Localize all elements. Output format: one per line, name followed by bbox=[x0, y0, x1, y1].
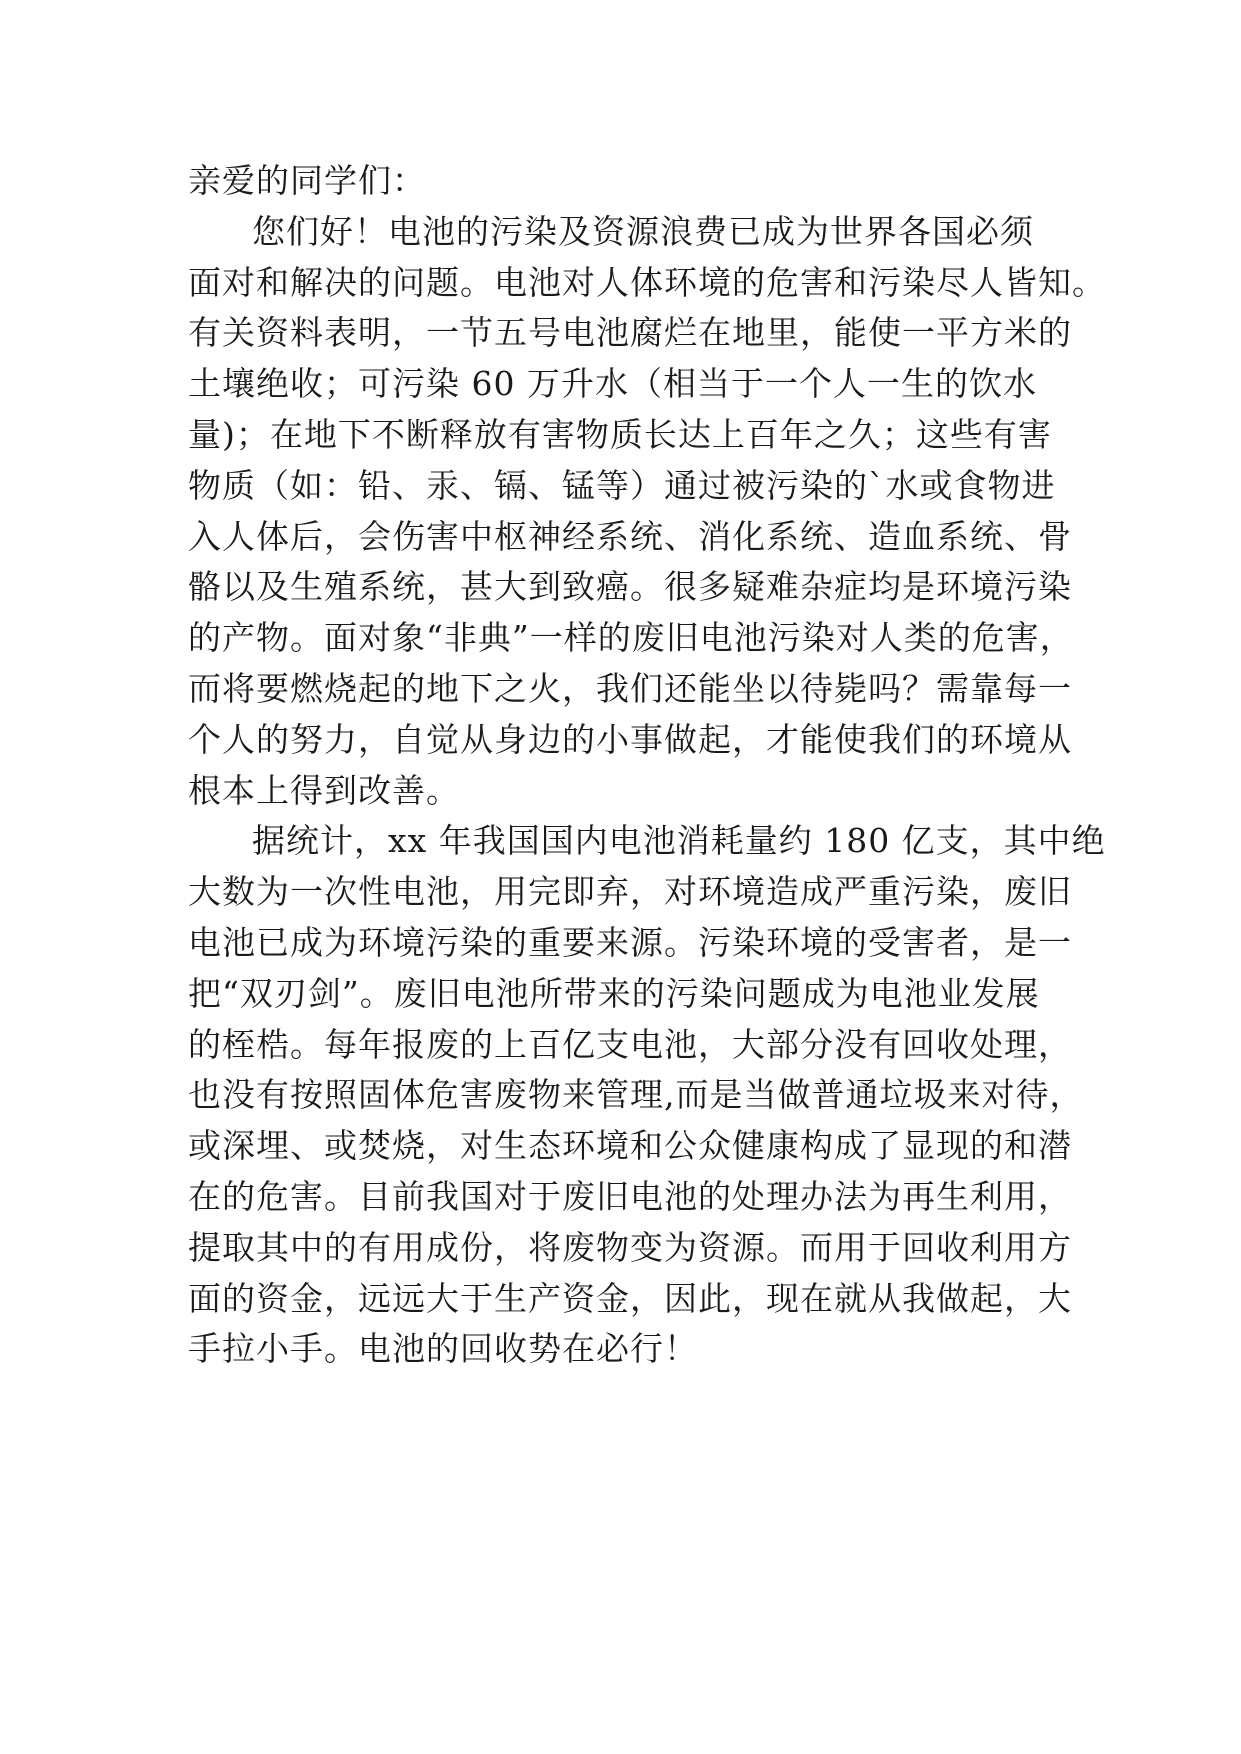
paragraph-1 bbox=[188, 207, 1106, 817]
paragraph-line: 的产物。面对象“非典”一样的废旧电池污染对人类的危害， bbox=[188, 618, 1074, 658]
paragraph-line: 个人的努力，自觉从身边的小事做起，才能使我们的环境从 bbox=[188, 719, 1072, 759]
paragraph-line: 面的资金，远远大于生产资金，因此，现在就从我做起，大 bbox=[188, 1278, 1072, 1318]
paragraph-line: 物质（如：铅、汞、镉、锰等）通过被污染的`水或食物进 bbox=[188, 465, 1056, 505]
paragraph-line: 电池已成为环境污染的重要来源。污染环境的受害者，是一 bbox=[188, 922, 1072, 962]
paragraph-line: 提取其中的有用成份，将废物变为资源。而用于回收利用方 bbox=[188, 1227, 1072, 1267]
paragraph-line: 您们好！电池的污染及资源浪费已成为世界各国必须 bbox=[252, 211, 1034, 251]
paragraph-line: 或深埋、或焚烧，对生态环境和公众健康构成了显现的和潜 bbox=[188, 1126, 1072, 1166]
paragraph-line: 据统计，xx 年我国国内电池消耗量约 180 亿支，其中绝 bbox=[252, 821, 1106, 861]
document-body bbox=[188, 156, 1106, 1375]
paragraph-line: 把“双刃剑”。废旧电池所带来的污染问题成为电池业发展 bbox=[188, 973, 1040, 1013]
paragraph-line: 量)；在地下不断释放有害物质长达上百年之久；这些有害 bbox=[188, 414, 1052, 454]
paragraph-line: 手拉小手。电池的回收势在必行！ bbox=[188, 1329, 698, 1369]
paragraph-line: 根本上得到改善。 bbox=[188, 770, 460, 810]
paragraph-2 bbox=[188, 816, 1106, 1375]
paragraph-line: 骼以及生殖系统，甚大到致癌。很多疑难杂症均是环境污染 bbox=[188, 567, 1072, 607]
paragraph-line: 土壤绝收；可污染 60 万升水（相当于一个人一生的饮水 bbox=[188, 364, 1037, 404]
paragraph-line: 也没有按照固体危害废物来管理,而是当做普通垃圾来对待， bbox=[188, 1075, 1084, 1115]
paragraph-line: 在的危害。目前我国对于废旧电池的处理办法为再生利用， bbox=[188, 1176, 1072, 1216]
paragraph-line: 的桎梏。每年报废的上百亿支电池，大部分没有回收处理， bbox=[188, 1024, 1072, 1064]
paragraph-line: 大数为一次性电池，用完即弃，对环境造成严重污染，废旧 bbox=[188, 872, 1072, 912]
paragraph-line: 有关资料表明，一节五号电池腐烂在地里，能使一平方米的 bbox=[188, 313, 1072, 353]
paragraph-line: 入人体后，会伤害中枢神经系统、消化系统、造血系统、骨 bbox=[188, 516, 1072, 556]
greeting: 亲爱的同学们： bbox=[188, 161, 426, 200]
paragraph-line: 而将要燃烧起的地下之火，我们还能坐以待毙吗？需靠每一 bbox=[188, 668, 1072, 708]
paragraph-line: 面对和解决的问题。电池对人体环境的危害和污染尽人皆知。 bbox=[188, 262, 1106, 302]
